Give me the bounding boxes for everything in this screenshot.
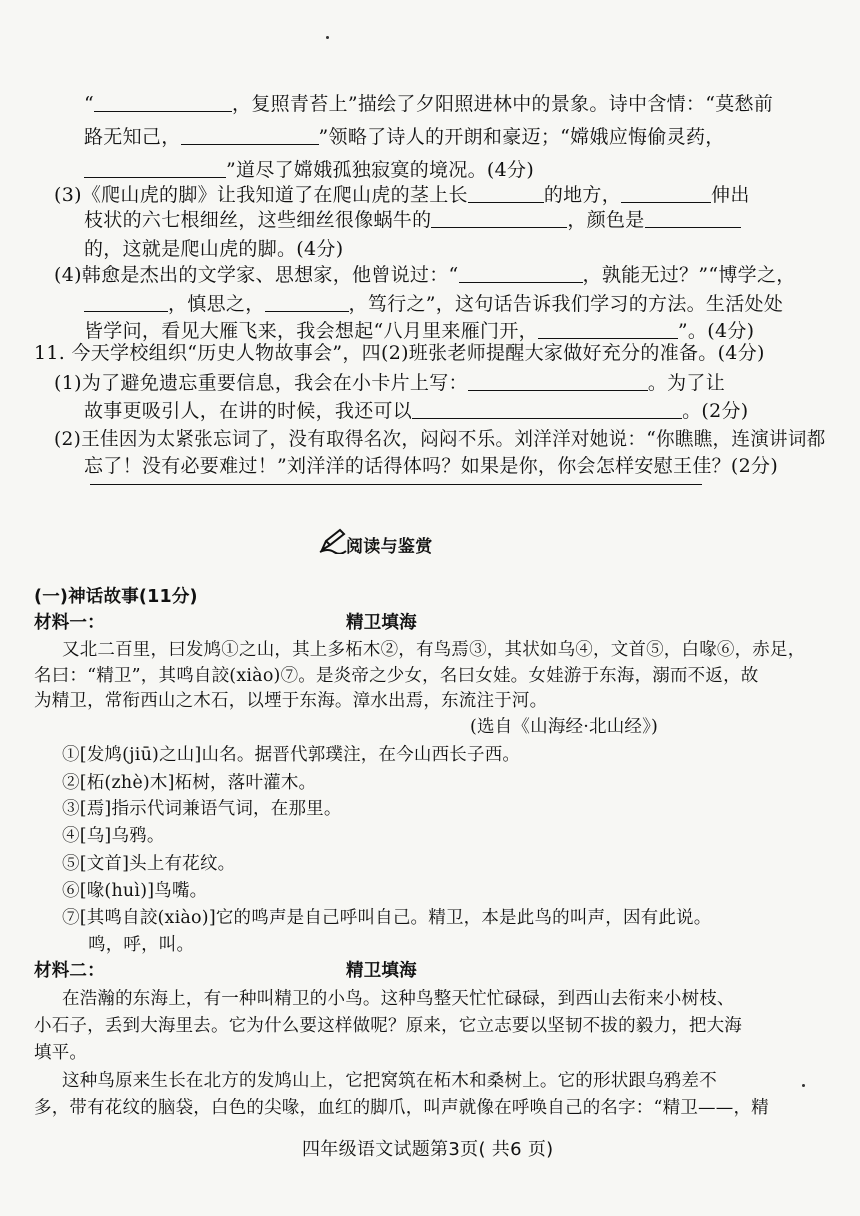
q3-line-2: 枝状的六七根细丝，这些细丝很像蜗牛的 ，颜色是 — [84, 207, 741, 233]
answer-blank[interactable] — [84, 159, 226, 178]
scan-speck — [802, 1084, 805, 1087]
answer-blank[interactable] — [431, 209, 567, 228]
q3-line-1: (3)《爬山虎的脚》让我知道了在爬山虎的茎上长 的地方， 伸出 — [54, 184, 750, 206]
part-heading: (一)神话故事(11分) — [34, 587, 198, 607]
footnote-5: ⑤[文首]头上有花纹。 — [62, 854, 236, 874]
footnote-3: ③[焉]指示代词兼语气词，在那里。 — [62, 799, 342, 819]
answer-blank[interactable] — [265, 293, 349, 312]
page-footer: 四年级语文试题第3页( 共6 页) — [302, 1139, 554, 1160]
classical-text-line-1: 又北二百里，曰发鸠①之山，其上多柘木②，有鸟焉③，其状如乌④，文首⑤，白喙⑥，赤足， — [62, 640, 806, 660]
q11-sub1-line-2: 故事更吸引人，在讲的时候，我还可以 。(2分) — [84, 400, 749, 422]
answer-line[interactable] — [90, 484, 702, 485]
poem-line-3: ”道尽了嫦娥孤独寂寞的境况。(4分) — [84, 157, 534, 183]
footnote-1: ①[发鸠(jiū)之山]山名。据晋代郭璞注，在今山西长子西。 — [62, 745, 521, 765]
q11-sub2-line-2: 忘了！没有必要难过！”刘洋洋的话得体吗？如果是你，你会怎样安慰王佳？(2分) — [84, 455, 779, 477]
answer-blank[interactable] — [621, 184, 711, 203]
q11-title: 11. 今天学校组织“历史人物故事会”，四(2)班张老师提醒大家做好充分的准备。(4分) — [34, 342, 765, 364]
footnote-2: ②[柘(zhè)木]柘树，落叶灌木。 — [62, 773, 317, 793]
modern-text-line-2: 小石子，丢到大海里去。它为什么要这样做呢？原来，它立志要以坚韧不拔的毅力，把大海 — [34, 1016, 742, 1036]
material-2-title: 精卫填海 — [346, 961, 417, 981]
q3-line-3: 的，这就是爬山虎的脚。(4分) — [84, 238, 344, 260]
modern-text-line-4: 这种鸟原来生长在北方的发鸠山上，它把窝筑在柘木和桑树上。它的形状跟乌鸦差不 — [62, 1071, 717, 1091]
footnote-7-cont: 鸣，呼，叫。 — [88, 935, 195, 955]
material-2-label: 材料二： — [34, 961, 105, 981]
poem-line-1: “ ，复照青苔上”描绘了夕阳照进林中的景象。诗中含情：“莫愁前 — [84, 93, 774, 115]
answer-blank[interactable] — [94, 93, 232, 112]
q4-line-2: ，慎思之， ，笃行之”，这句话告诉我们学习的方法。生活处处 — [84, 291, 783, 317]
answer-blank[interactable] — [84, 293, 168, 312]
footnote-4: ④[乌]乌鸦。 — [62, 826, 165, 846]
answer-blank[interactable] — [538, 320, 678, 339]
q4-line-3: 皆学问，看见大雁飞来，我会想起“八月里来雁门开， ”。(4分) — [84, 320, 755, 342]
modern-text-line-5: 多，带有花纹的脑袋，白色的尖喙，血红的脚爪，叫声就像在呼唤自己的名字：“精卫——，精 — [34, 1098, 769, 1118]
footnote-7: ⑦[其鸣自詨(xiào)]它的鸣声是自己呼叫自己。精卫，本是此鸟的叫声，因有此说。 — [62, 908, 712, 928]
modern-text-line-3: 填平。 — [34, 1043, 88, 1063]
q4-line-1: (4)韩愈是杰出的文学家、思想家，他曾说过：“ ，孰能无过？”“博学之， — [54, 264, 796, 286]
footnote-6: ⑥[喙(huì)]鸟嘴。 — [62, 881, 208, 901]
classical-text-line-2: 名曰：“精卫”，其鸣自詨(xiào)⑦。是炎帝之少女，名曰女娃。女娃游于东海，溺而不返，故 — [34, 666, 759, 686]
answer-blank[interactable] — [468, 184, 544, 203]
answer-blank[interactable] — [412, 400, 682, 419]
material-1-title: 精卫填海 — [346, 613, 417, 633]
section-title: 阅读与鉴赏 — [346, 537, 433, 557]
answer-blank[interactable] — [181, 126, 319, 145]
classical-text-line-3: 为精卫，常衔西山之木石，以堙于东海。漳水出焉，东流注于河。 — [34, 691, 548, 711]
q11-sub1-line-1: (1)为了避免遗忘重要信息，我会在小卡片上写： 。为了让 — [54, 372, 726, 394]
answer-blank[interactable] — [459, 264, 583, 283]
modern-text-line-1: 在浩瀚的东海上，有一种叫精卫的小鸟。这种鸟整天忙忙碌碌，到西山去衔来小树枝、 — [62, 989, 735, 1009]
material-1-label: 材料一： — [34, 613, 105, 633]
answer-blank[interactable] — [645, 209, 741, 228]
source-citation: (选自《山海经·北山经》) — [470, 717, 659, 737]
answer-blank[interactable] — [468, 372, 648, 391]
pencil-icon — [318, 528, 348, 554]
poem-line-2: 路无知己， ”领略了诗人的开朗和豪迈；“嫦娥应悔偷灵药， — [84, 126, 725, 148]
q11-sub2-line-1: (2)王佳因为太紧张忘词了，没有取得名次，闷闷不乐。刘洋洋对她说：“你瞧瞧，连演讲词都 — [54, 428, 826, 450]
scan-speck — [326, 36, 329, 39]
